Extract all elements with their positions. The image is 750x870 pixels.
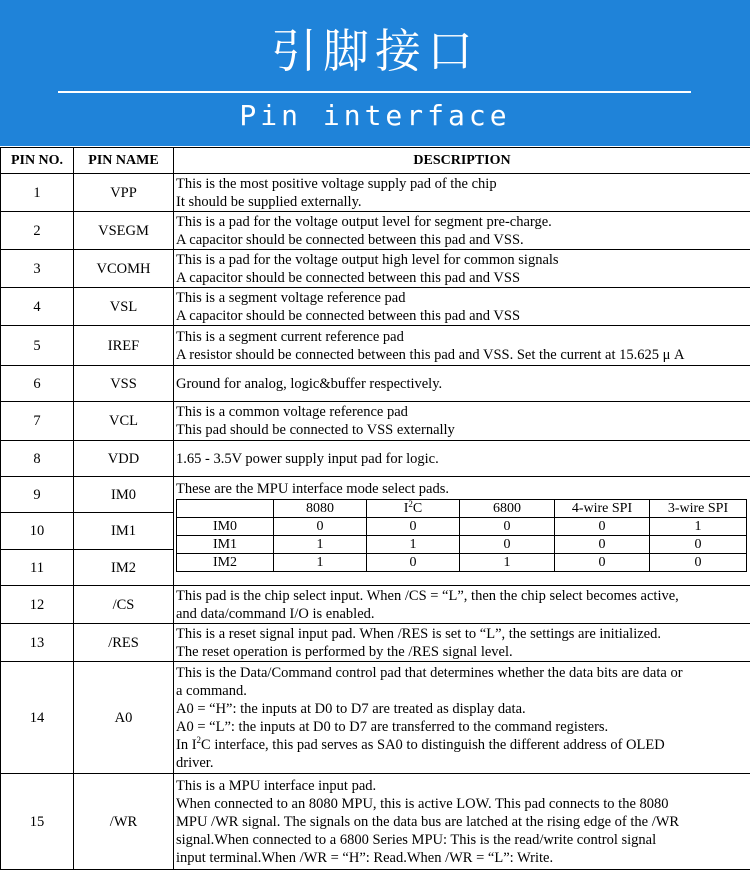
pin-number: 1 bbox=[1, 174, 74, 212]
table-header-row bbox=[1, 148, 750, 174]
table-row bbox=[1, 662, 750, 774]
header-banner bbox=[0, 0, 750, 146]
mode-cell: 0 bbox=[555, 518, 650, 536]
table-row bbox=[1, 174, 750, 212]
description-line: These are the MPU interface mode select pads. bbox=[176, 480, 747, 498]
description-line: A capacitor should be connected between this pad and VSS bbox=[176, 269, 748, 287]
header-pin-no: PIN NO. bbox=[1, 148, 74, 174]
pin-number: 7 bbox=[1, 402, 74, 441]
pin-number: 2 bbox=[1, 212, 74, 250]
pin-description bbox=[174, 250, 750, 288]
pin-number: 9 bbox=[1, 477, 74, 513]
pin-description bbox=[174, 288, 750, 326]
pin-name: VDD bbox=[74, 441, 174, 477]
pin-description bbox=[174, 441, 750, 477]
description-line: A capacitor should be connected between this pad and VSS bbox=[176, 307, 748, 325]
title-chinese: 引脚接口 bbox=[0, 22, 750, 80]
description-line: a command. bbox=[176, 682, 748, 700]
pin-description bbox=[174, 477, 750, 586]
table-row bbox=[1, 212, 750, 250]
description-line: This is a common voltage reference pad bbox=[176, 403, 748, 421]
pin-name: VSS bbox=[74, 366, 174, 402]
description-line: This is the most positive voltage supply pad of the chip bbox=[176, 175, 748, 193]
pin-number: 14 bbox=[1, 662, 74, 774]
description-line: This is the Data/Command control pad that determines whether the data bits are data or bbox=[176, 664, 748, 682]
mode-cell: 1 bbox=[367, 536, 460, 554]
mode-table-row bbox=[177, 554, 747, 572]
description-line: It should be supplied externally. bbox=[176, 193, 748, 211]
mode-cell: 1 bbox=[650, 518, 747, 536]
description-line: driver. bbox=[176, 754, 748, 772]
mode-table-row bbox=[177, 518, 747, 536]
mode-cell: 0 bbox=[555, 554, 650, 572]
mode-cell: IM2 bbox=[177, 554, 274, 572]
pin-name: IM1 bbox=[74, 513, 174, 550]
description-line: MPU /WR signal. The signals on the data bus are latched at the rising edge of the /WR bbox=[176, 813, 748, 831]
mode-table-corner bbox=[177, 500, 274, 518]
mode-cell: 0 bbox=[367, 554, 460, 572]
pin-name: A0 bbox=[74, 662, 174, 774]
pin-description bbox=[174, 326, 750, 366]
description-line: A capacitor should be connected between this pad and VSS. bbox=[176, 231, 748, 249]
table-row bbox=[1, 477, 750, 513]
mode-table-row bbox=[177, 536, 747, 554]
pin-name: IM2 bbox=[74, 550, 174, 586]
mode-header-8080: 8080 bbox=[274, 500, 367, 518]
pin-name: /CS bbox=[74, 586, 174, 624]
mode-cell: 0 bbox=[274, 518, 367, 536]
pin-description bbox=[174, 586, 750, 624]
mode-cell: IM0 bbox=[177, 518, 274, 536]
mode-cell: IM1 bbox=[177, 536, 274, 554]
pin-number: 12 bbox=[1, 586, 74, 624]
description-line: This is a segment current reference pad bbox=[176, 328, 748, 346]
pin-number: 10 bbox=[1, 513, 74, 550]
pin-description bbox=[174, 212, 750, 250]
mode-header-6800: 6800 bbox=[460, 500, 555, 518]
table-row bbox=[1, 774, 750, 870]
description-line: A0 = “L”: the inputs at D0 to D7 are transferred to the command registers. bbox=[176, 718, 748, 736]
mode-header-i2c: $I^2C$ bbox=[367, 500, 460, 518]
header-pin-name: PIN NAME bbox=[74, 148, 174, 174]
pin-number: 3 bbox=[1, 250, 74, 288]
mode-header-4-wire-spi: 4-wire SPI bbox=[555, 500, 650, 518]
title-english: Pin interface bbox=[0, 98, 750, 134]
description-line: This is a segment voltage reference pad bbox=[176, 289, 748, 307]
mode-cell: 0 bbox=[367, 518, 460, 536]
pin-description bbox=[174, 624, 750, 662]
table-row bbox=[1, 586, 750, 624]
pin-name: /WR bbox=[74, 774, 174, 870]
pin-name: VSL bbox=[74, 288, 174, 326]
mode-cell: 0 bbox=[460, 518, 555, 536]
pin-number: 11 bbox=[1, 550, 74, 586]
table-row bbox=[1, 288, 750, 326]
header-description: DESCRIPTION bbox=[174, 148, 750, 174]
pin-description bbox=[174, 662, 750, 774]
description-line: 1.65 - 3.5V power supply input pad for logic. bbox=[176, 450, 748, 468]
description-line: signal.When connected to a 6800 Series MPU: This is the read/write control signal bbox=[176, 831, 748, 849]
mode-table-header-row bbox=[177, 500, 747, 518]
table-row bbox=[1, 624, 750, 662]
pin-number: 13 bbox=[1, 624, 74, 662]
description-line: This is a pad for the voltage output level for segment pre-charge. bbox=[176, 213, 748, 231]
mode-cell: 1 bbox=[274, 536, 367, 554]
mode-cell: 0 bbox=[650, 554, 747, 572]
description-line: The reset operation is performed by the /RES signal level. bbox=[176, 643, 748, 661]
table-row bbox=[1, 441, 750, 477]
pin-name: IREF bbox=[74, 326, 174, 366]
pin-number: 15 bbox=[1, 774, 74, 870]
description-line: A0 = “H”: the inputs at D0 to D7 are treated as display data. bbox=[176, 700, 748, 718]
description-line: In $I^2C$ interface, this pad serves as SA0 to distinguish the different address of OLED bbox=[176, 736, 748, 754]
pin-number: 5 bbox=[1, 326, 74, 366]
description-line: A resistor should be connected between this pad and VSS. Set the current at 15.625 μ A bbox=[176, 346, 748, 364]
pin-description bbox=[174, 402, 750, 441]
description-line: Ground for analog, logic&buffer respectively. bbox=[176, 375, 748, 393]
table-row bbox=[1, 250, 750, 288]
pin-number: 6 bbox=[1, 366, 74, 402]
title-divider bbox=[58, 91, 691, 93]
description-line: When connected to an 8080 MPU, this is active LOW. This pad connects to the 8080 bbox=[176, 795, 748, 813]
description-line: This is a pad for the voltage output high level for common signals bbox=[176, 251, 748, 269]
mode-cell: 1 bbox=[274, 554, 367, 572]
mode-header-3-wire-spi: 3-wire SPI bbox=[650, 500, 747, 518]
table-row bbox=[1, 326, 750, 366]
description-line: input terminal.When /WR = “H”: Read.When /WR = “L”: Write. bbox=[176, 849, 748, 867]
description-line: This is a reset signal input pad. When /RES is set to “L”, the settings are initialized. bbox=[176, 625, 748, 643]
pin-name: VSEGM bbox=[74, 212, 174, 250]
mode-select-table bbox=[176, 499, 747, 572]
table-row bbox=[1, 366, 750, 402]
pin-number: 4 bbox=[1, 288, 74, 326]
mode-cell: 0 bbox=[460, 536, 555, 554]
pin-name: VPP bbox=[74, 174, 174, 212]
description-line: This pad is the chip select input. When /CS = “L”, then the chip select becomes active, bbox=[176, 587, 748, 605]
mode-cell: 0 bbox=[650, 536, 747, 554]
pin-name: VCL bbox=[74, 402, 174, 441]
description-line: This pad should be connected to VSS externally bbox=[176, 421, 748, 439]
description-line: This is a MPU interface input pad. bbox=[176, 777, 748, 795]
table-row bbox=[1, 402, 750, 441]
mode-cell: 0 bbox=[555, 536, 650, 554]
pin-table bbox=[0, 147, 750, 870]
pin-name: VCOMH bbox=[74, 250, 174, 288]
pin-description bbox=[174, 174, 750, 212]
pin-description bbox=[174, 774, 750, 870]
pin-name: /RES bbox=[74, 624, 174, 662]
mode-cell: 1 bbox=[460, 554, 555, 572]
pin-number: 8 bbox=[1, 441, 74, 477]
description-line: and data/command I/O is enabled. bbox=[176, 605, 748, 623]
pin-name: IM0 bbox=[74, 477, 174, 513]
pin-description bbox=[174, 366, 750, 402]
